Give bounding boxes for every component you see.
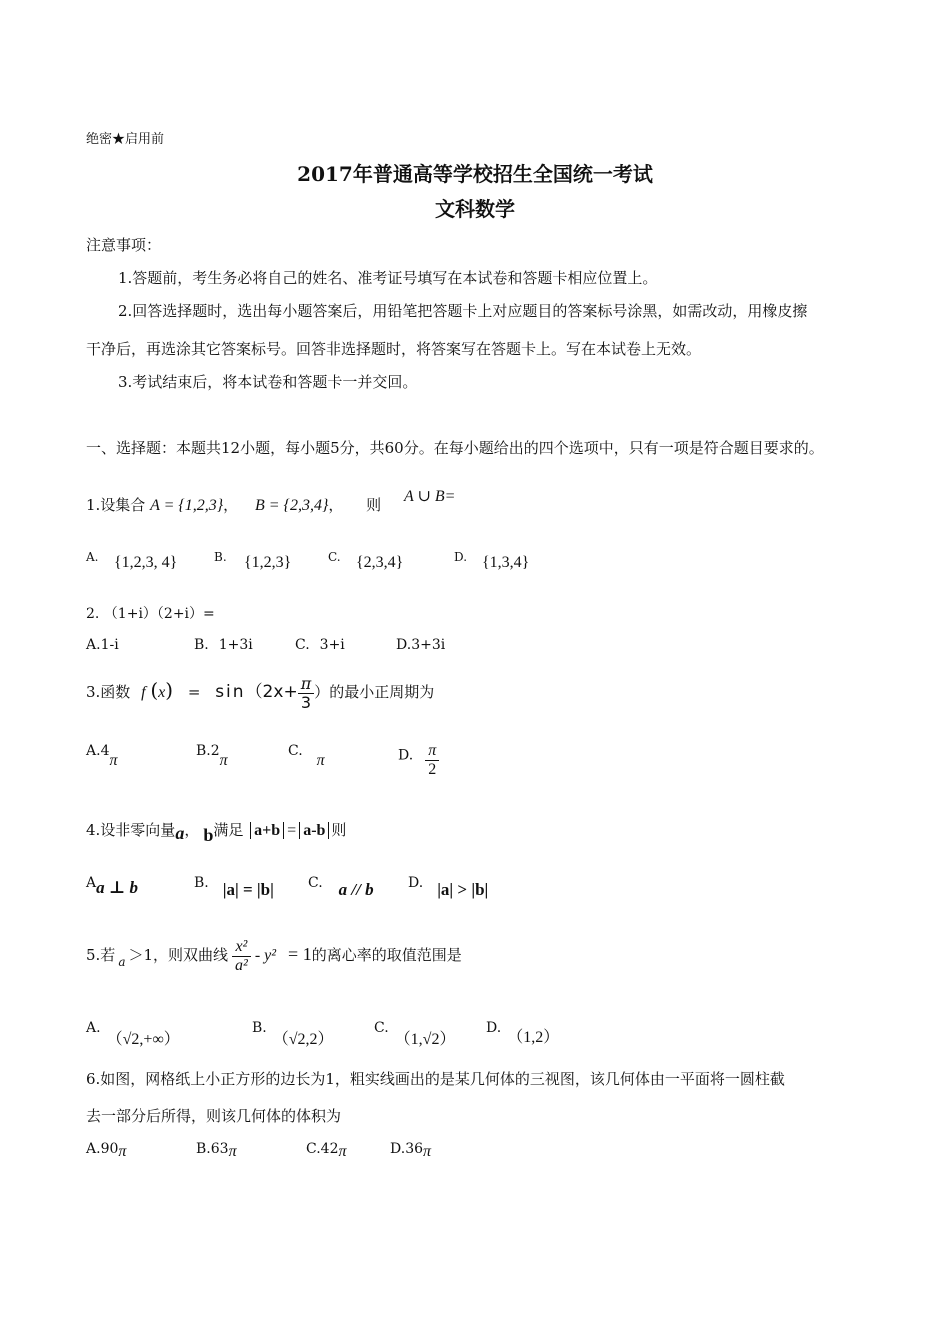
section-heading: 一、选择题：本题共12小题，每小题5分，共60分。在每小题给出的四个选项中，只有一项是符合题目要求的。 [86, 439, 824, 457]
notice-item-2b: 干净后，再选涂其它答案标号。回答非选择题时，将答案写在答题卡上。写在本试卷上无效。 [86, 340, 702, 358]
q3-sin: sin [215, 682, 246, 702]
q1-then: 则 [366, 496, 382, 514]
q5-option-c [374, 1014, 456, 1048]
q3-x: x [158, 684, 166, 701]
q3-option-c [288, 742, 325, 769]
q1-comma-1: ， [223, 496, 239, 514]
q3-suffix: 的最小正周期为 [329, 683, 435, 701]
q2-option-b [194, 637, 253, 653]
q6-line-2: 去一部分后所得，则该几何体的体积为 [86, 1107, 342, 1125]
q6-option-b-unit: π [228, 1143, 237, 1160]
q5-option-c-value: （1,√2） [394, 1031, 456, 1048]
q4-then: 则 [331, 821, 347, 839]
q3-option-b-value: 2 [210, 743, 220, 759]
q4-stem [86, 814, 346, 846]
q5-option-b [252, 1014, 334, 1048]
q3-arg-close: ） [314, 683, 330, 701]
q4-option-b-label: B. [194, 875, 209, 891]
q3-option-d-label: D. [398, 747, 414, 764]
q1-set-b: B = {2,3,4} [254, 497, 329, 514]
notice-heading: 注意事项： [86, 236, 162, 254]
q4-option-a [86, 872, 138, 897]
notice-item-1: 1.答题前，考生务必将自己的姓名、准考证号填写在本试卷和答题卡相应位置上。 [118, 269, 658, 287]
q3-equals: = [187, 683, 201, 701]
q3-option-a-unit: π [109, 752, 118, 769]
q2-option-b-label: B. [194, 637, 209, 653]
q5-option-d [486, 1014, 560, 1046]
q2-option-a-value: 1-i [100, 637, 119, 653]
q6-line-1: 6.如图，网格纸上小正方形的边长为1，粗实线画出的是某几何体的三视图，该几何体由一平面将一圆柱截 [86, 1070, 785, 1088]
q6-option-b [196, 1140, 237, 1158]
q5-gt: ＞1，则双曲线 [128, 946, 229, 964]
q1-option-d-label: D. [454, 550, 468, 564]
q6-option-c [306, 1140, 347, 1158]
q4-comma: ， [184, 821, 200, 839]
q6-option-b-label: B. [196, 1141, 211, 1157]
secret-label: 绝密★启用前 [86, 132, 165, 147]
q5-fraction [232, 938, 251, 974]
q5-option-a [86, 1014, 180, 1048]
q5-fraction-den: a² [235, 956, 248, 974]
q3-option-b-label: B. [196, 743, 211, 759]
q5-option-d-label: D. [486, 1020, 502, 1036]
q6-option-c-value: 42 [320, 1141, 339, 1157]
q5-option-a-value: （√2,+∞） [106, 1031, 180, 1048]
notice-item-2a: 2.回答选择题时，选出每小题答案后，用铅笔把答题卡上对应题目的答案标号涂黑，如需改动，用橡皮擦 [118, 302, 808, 320]
q1-option-c-value: {2,3,4} [356, 554, 404, 571]
q2-option-b-value: 1+3i [218, 637, 253, 653]
q1-stem [86, 494, 381, 515]
q1-expression: A ∪ B= [404, 488, 456, 505]
q3-option-b [196, 742, 228, 769]
q3-option-d-num: π [425, 742, 439, 761]
q5-equals-one: = 1 [288, 944, 312, 964]
q1-comma-2: ， [328, 496, 344, 514]
q4-option-d-value: |a| > |b| [437, 880, 489, 899]
q4-prefix: 4.设非零向量 [86, 821, 176, 839]
q1-option-a-value: {1,2,3, 4} [114, 554, 178, 571]
q6-option-a-label: A. [86, 1141, 101, 1157]
q4-option-a-value: a ⊥ b [96, 878, 138, 897]
exam-subject: 文科数学 [435, 197, 515, 221]
q1-prefix: 1.设集合 [86, 496, 146, 514]
q2-option-d-label: D. [396, 637, 412, 653]
q6-option-c-label: C. [306, 1141, 321, 1157]
q1-option-b-label: B. [214, 550, 227, 564]
q2-option-a-label: A. [86, 637, 101, 653]
q3-f: f [141, 684, 146, 701]
q3-option-d-fraction [425, 742, 439, 778]
q4-option-c-value: a // b [338, 880, 374, 899]
q5-option-d-value: （1,2） [507, 1029, 560, 1046]
q3-rparen: ) [165, 678, 174, 702]
q3-option-a-value: 4 [100, 743, 110, 759]
q5-a: a [118, 955, 126, 969]
q5-prefix: 5.若 [86, 946, 116, 964]
q6-option-a-unit: π [118, 1143, 127, 1160]
q1-set-a: A = {1,2,3} [150, 497, 224, 514]
q4-option-b [194, 872, 274, 899]
q6-option-d [390, 1140, 431, 1158]
q4-lhs: a+b [250, 822, 284, 839]
q5-suffix: 的离心率的取值范围是 [311, 946, 462, 964]
q3-option-a-label: A. [86, 743, 101, 759]
q2-option-a [86, 637, 119, 653]
q4-option-d [408, 872, 489, 899]
q3-option-a [86, 742, 118, 769]
q6-option-b-value: 63 [210, 1141, 229, 1157]
q3-fraction-den: 3 [300, 692, 312, 712]
exam-title: 2017年普通高等学校招生全国统一考试 [297, 162, 653, 186]
q2-option-d-value: 3+3i [411, 637, 446, 653]
q5-fraction-num: x² [232, 938, 251, 957]
q1-option-d-value: {1,3,4} [482, 554, 530, 571]
q3-option-d-den: 2 [428, 760, 437, 778]
q4-vector-b: b [203, 825, 214, 845]
q3-option-c-label: C. [288, 743, 303, 759]
q3-lparen: ( [150, 678, 159, 702]
q4-option-b-value: |a| = |b| [222, 880, 274, 899]
q3-option-d [398, 742, 439, 778]
q1-option-b-value: {1,2,3} [244, 554, 292, 571]
q3-option-b-unit: π [219, 752, 228, 769]
q3-prefix: 3.函数 [86, 683, 131, 701]
q6-option-a [86, 1140, 126, 1158]
q5-stem [86, 936, 462, 974]
q3-fraction [298, 675, 315, 711]
q1-option-a-label: A. [86, 550, 99, 564]
q4-rhs: a-b [299, 822, 329, 839]
q2-option-d [396, 637, 445, 653]
q6-option-d-value: 36 [405, 1141, 424, 1157]
q1-option-c-label: C. [328, 550, 341, 564]
q4-vector-a: a [175, 823, 185, 843]
q6-option-d-unit: π [423, 1143, 432, 1160]
q2-stem: 2. （1+i）（2+i）= [86, 606, 215, 622]
q6-option-d-label: D. [390, 1141, 406, 1157]
q4-option-c-label: C. [308, 875, 323, 891]
q2-option-c-label: C. [295, 637, 310, 653]
q4-option-c [308, 872, 374, 899]
q3-arg-open: （2x+ [245, 682, 298, 702]
notice-item-3: 3.考试结束后，将本试卷和答题卡一并交回。 [118, 373, 418, 391]
q6-option-a-value: 90 [100, 1141, 119, 1157]
q2-option-c-value: 3+i [319, 637, 345, 653]
q3-fraction-num: π [298, 675, 315, 694]
q5-option-c-label: C. [374, 1020, 389, 1036]
q4-equals: = [287, 822, 297, 839]
q5-minus-y2: - y² [254, 947, 277, 964]
q5-option-b-value: （√2,2） [272, 1031, 334, 1048]
q5-option-b-label: B. [252, 1020, 267, 1036]
q4-option-d-label: D. [408, 875, 424, 891]
q2-option-c [295, 637, 345, 653]
q4-satisfy: 满足 [213, 821, 244, 839]
q4-option-a-label: A [86, 875, 97, 891]
q6-option-c-unit: π [338, 1143, 347, 1160]
q5-option-a-label: A. [86, 1020, 101, 1036]
q3-option-c-unit: π [316, 752, 325, 769]
q3-stem [86, 672, 434, 711]
